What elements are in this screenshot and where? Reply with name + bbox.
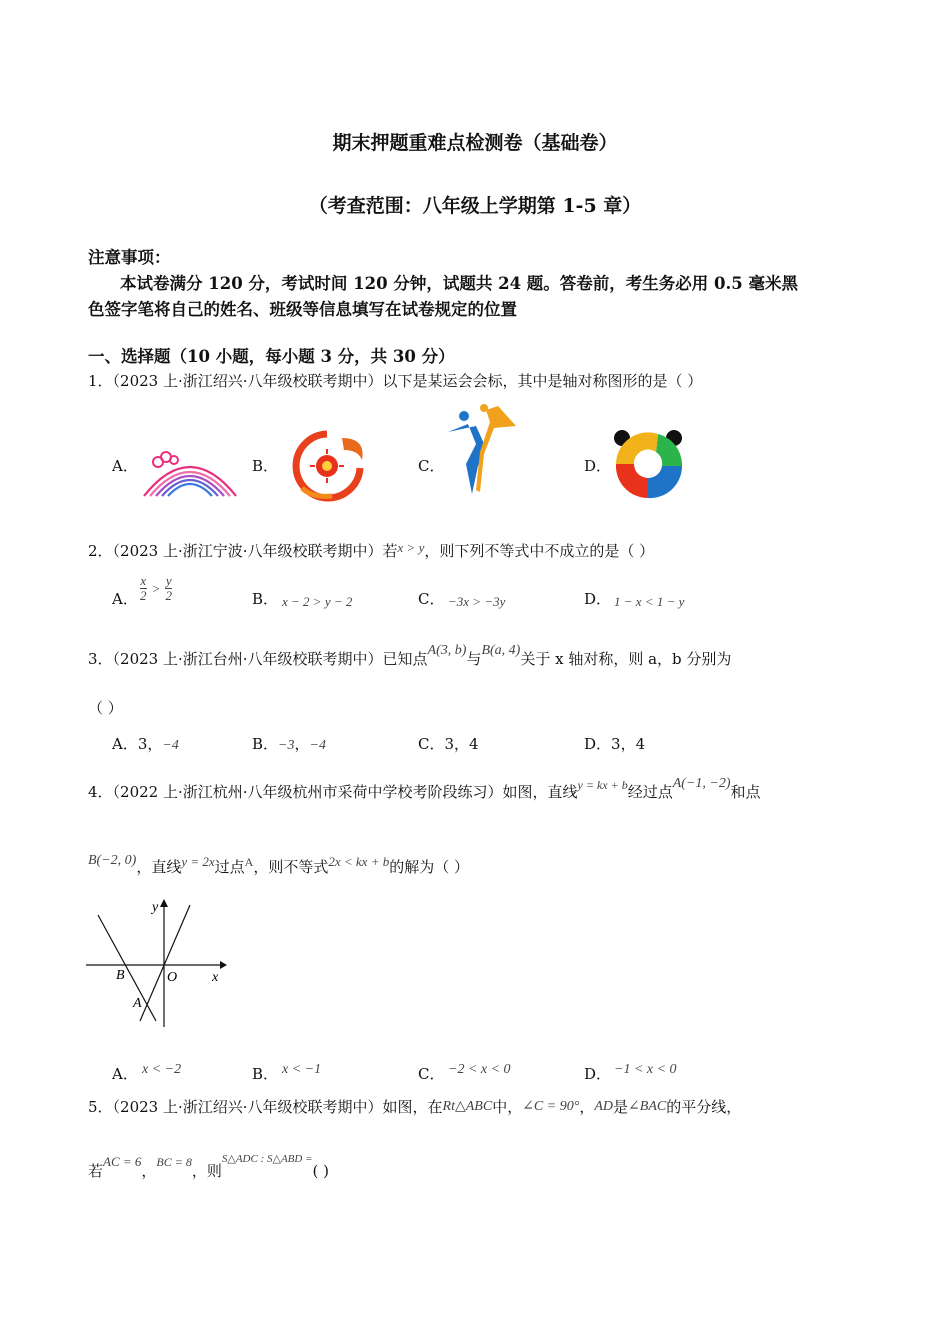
question-1-text: 1．（2023 上·浙江绍兴·八年级校联考期中）以下是某运会会标，其中是轴对称图形的是（ ） — [88, 372, 703, 390]
section-heading: 一、选择题（10 小题，每小题 3 分，共 30 分） — [88, 347, 455, 366]
q5-mid-2: ， — [579, 1098, 595, 1116]
page-subtitle: （考查范围：八年级上学期第 1-5 章） — [308, 195, 642, 217]
q5-mid-1: 中， — [492, 1098, 523, 1116]
q5-paren: ( ) — [312, 1162, 329, 1180]
q2-option-a-label: A． — [112, 590, 138, 608]
q4-point-a: A(−1, −2) — [672, 776, 731, 791]
q5-comma-2: ，则 — [191, 1162, 222, 1180]
q5-comma-1: ， — [141, 1162, 157, 1180]
logo-c-image — [446, 404, 518, 496]
q4-point-a-label: A — [244, 855, 254, 869]
q3-a-label: A．3， — [112, 735, 163, 753]
q4-line-2: y = 2x — [181, 854, 215, 869]
q4-fig-x-label: x — [212, 970, 219, 985]
question-2-text — [88, 540, 654, 561]
q5-mid-3: 是 — [613, 1098, 629, 1116]
q2-a-den-1: 2 — [140, 588, 147, 603]
notes-line-1: 本试卷满分 120 分，考试时间 120 分钟，试题共 24 题。答卷前，考生务必用 0.5 毫米黑 — [120, 274, 799, 293]
q2-option-d-label: D． — [584, 590, 612, 608]
q4-inequality: 2x < kx + b — [328, 854, 390, 869]
q5-ratio: S△ADC : S△ABD = — [221, 1153, 313, 1165]
question-5-text — [88, 1096, 741, 1117]
q4-fig-a-label: A — [133, 996, 142, 1011]
q4-option-b-label: B． — [252, 1065, 279, 1083]
q4-graph-figure — [84, 895, 234, 1030]
logo-d-image — [612, 428, 686, 500]
q3-prefix: 3．（2023 上·浙江台州·八年级校联考期中）已知点 — [88, 650, 428, 668]
q2-a-num-2: y — [165, 573, 172, 588]
q4-point-b: B(−2, 0) — [88, 853, 137, 868]
q4-option-d-expr: −1 < x < 0 — [614, 1062, 677, 1077]
q5-bac: ∠BAC — [628, 1099, 667, 1114]
q1-option-c-label: C． — [418, 457, 445, 475]
q1-option-a-label: A． — [112, 457, 138, 475]
q2-option-b-label: B． — [252, 590, 279, 608]
question-3-text — [88, 643, 732, 669]
q2-condition: x > y — [397, 540, 425, 555]
q3-paren: （ ） — [88, 699, 123, 717]
q3-b-value-2: −4 — [309, 738, 326, 753]
q4-option-b-expr: x < −1 — [282, 1062, 322, 1077]
q2-prefix: 2．（2023 上·浙江宁波·八年级校联考期中）若 — [88, 542, 398, 560]
q3-point-a: A(3, b) — [427, 643, 467, 658]
q4-option-a-label: A． — [112, 1065, 138, 1083]
q1-option-d-label: D． — [584, 457, 612, 475]
q5-ruo: 若 — [88, 1162, 104, 1180]
q1-option-b-label: B． — [252, 457, 279, 475]
q3-option-a — [112, 733, 179, 754]
question-4-text — [88, 776, 761, 802]
notes-line-2: 色签字笔将自己的姓名、班级等信息填写在试卷规定的位置 — [88, 300, 517, 319]
q5-angle: ∠C = 90° — [522, 1099, 580, 1114]
q4-prefix: 4．（2022 上·浙江杭州·八年级杭州市采荷中学校考阶段练习）如图，直线 — [88, 783, 578, 801]
page-title: 期末押题重难点检测卷（基础卷） — [332, 132, 618, 154]
q4-line-1: y = kx + b — [577, 778, 628, 792]
q4-suffix: 的解为（ ） — [389, 858, 469, 876]
q4-mid-2: 和点 — [730, 783, 761, 801]
q3-mid: 与 — [466, 650, 482, 668]
q4-mid-5: ，则不等式 — [253, 858, 329, 876]
q2-a-frac-1 — [140, 574, 147, 603]
q4-option-c-label: C． — [418, 1065, 445, 1083]
logo-b-image — [282, 428, 372, 502]
q4-option-d-label: D． — [584, 1065, 612, 1083]
q2-a-op: > — [151, 581, 161, 596]
q2-a-frac-2 — [165, 574, 172, 603]
q3-suffix: 关于 x 轴对称，则 a，b 分别为 — [520, 650, 732, 668]
q5-ad: AD — [594, 1099, 614, 1114]
q2-suffix: ，则下列不等式中不成立的是（ ） — [424, 542, 655, 560]
q4-fig-o-label: O — [167, 970, 178, 985]
q3-option-c: C．3，4 — [418, 735, 479, 753]
q2-option-a-expr — [140, 574, 172, 603]
q3-option-b — [252, 733, 326, 754]
q2-option-b-expr: x − 2 > y − 2 — [282, 594, 353, 609]
q2-a-den-2: 2 — [165, 588, 172, 603]
q5-bc: BC = 8 — [156, 1155, 192, 1169]
q5-triangle: Rt△ABC — [442, 1099, 493, 1114]
logo-a-image — [140, 448, 240, 498]
q5-prefix: 5．（2023 上·浙江绍兴·八年级校联考期中）如图，在 — [88, 1098, 443, 1116]
q5-ac: AC = 6 — [103, 1154, 142, 1169]
q3-a-value: −4 — [162, 738, 179, 753]
q4-mid-3: ，直线 — [136, 858, 182, 876]
q5-mid-4: 的平分线， — [666, 1098, 742, 1116]
q3-b-sep: ， — [294, 735, 310, 753]
q4-mid-1: 经过点 — [627, 783, 673, 801]
q4-fig-y-label: y — [152, 900, 159, 915]
q2-option-c-expr: −3x > −3y — [448, 594, 506, 609]
q3-point-b: B(a, 4) — [481, 643, 521, 658]
q4-option-c-expr: −2 < x < 0 — [448, 1062, 511, 1077]
q3-option-d: D．3，4 — [584, 735, 646, 753]
question-4-text-2 — [88, 853, 469, 877]
q2-a-num-1: x — [140, 573, 147, 588]
q4-mid-4: 过点 — [214, 858, 245, 876]
q4-fig-b-label: B — [116, 968, 125, 983]
q2-option-d-expr: 1 − x < 1 − y — [614, 594, 685, 609]
q3-b-value-1: −3 — [278, 738, 295, 753]
q3-b-label: B． — [252, 735, 279, 753]
notes-heading: 注意事项： — [88, 248, 171, 267]
q2-option-c-label: C． — [418, 590, 445, 608]
q4-option-a-expr: x < −2 — [142, 1062, 182, 1077]
